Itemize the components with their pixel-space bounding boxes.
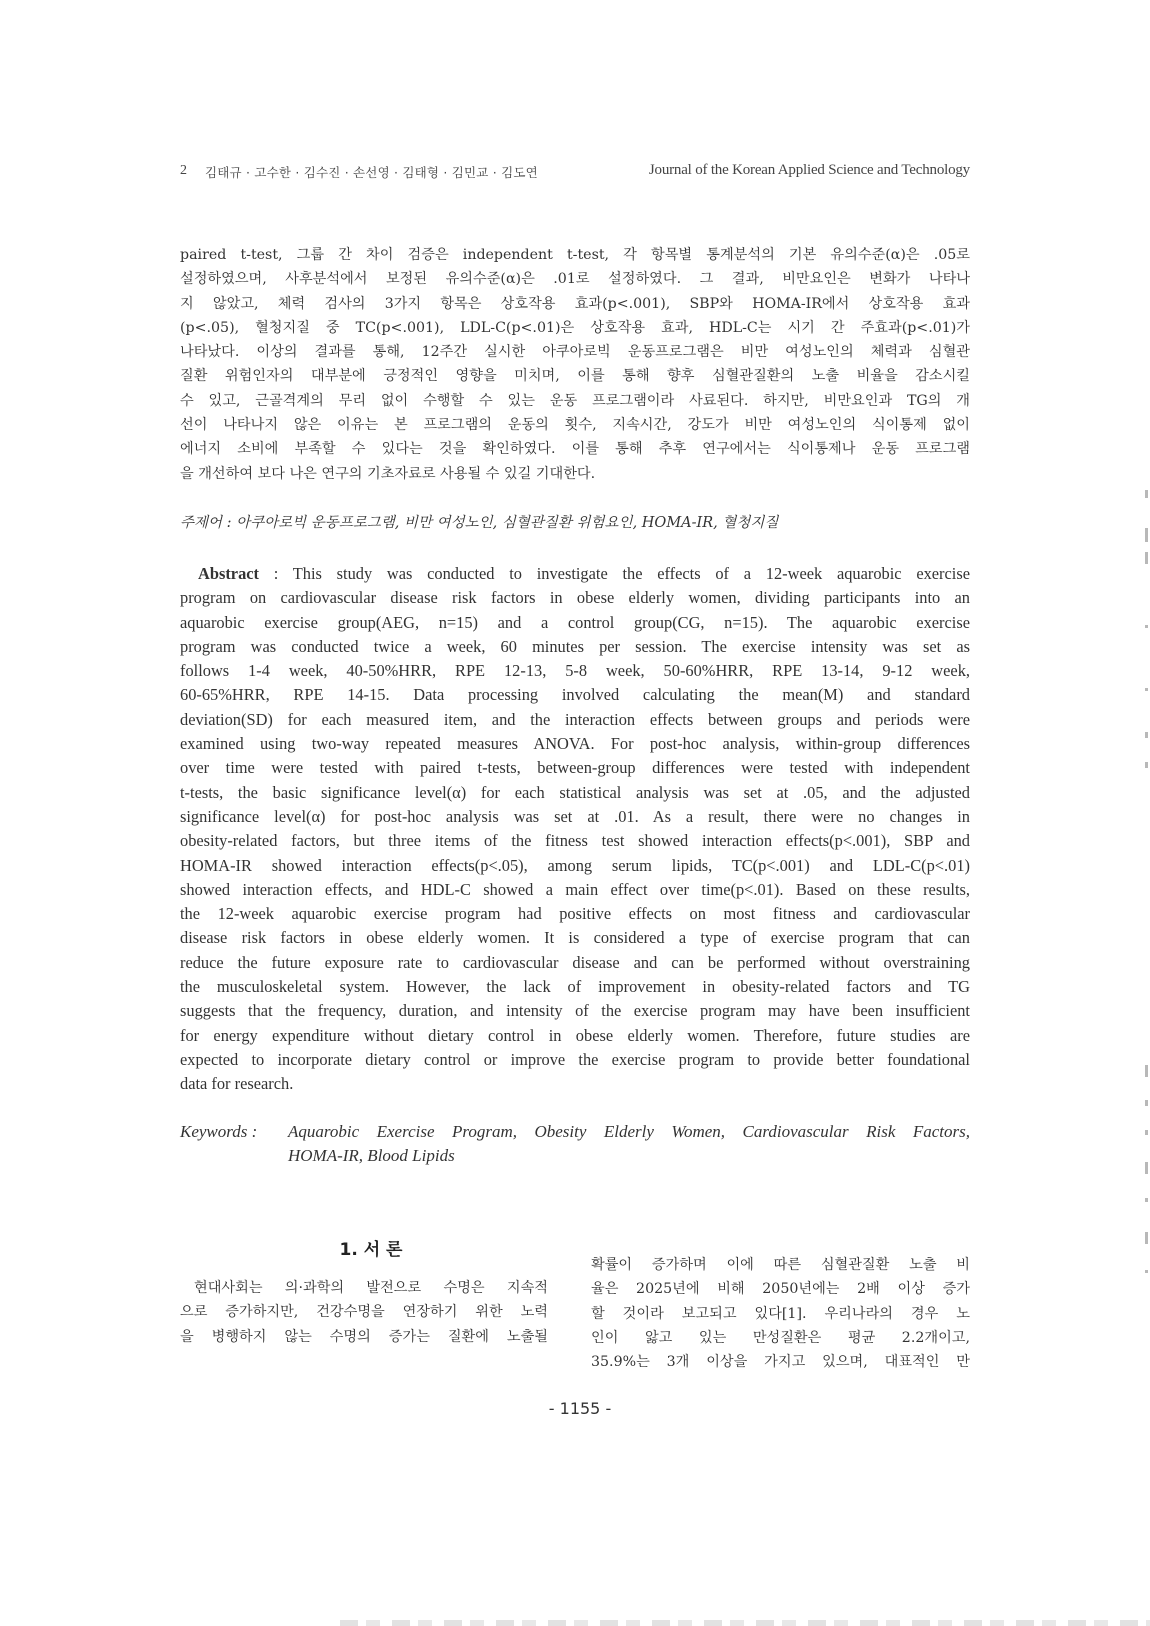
page-number-footer: - 1155 -: [548, 1399, 612, 1418]
english-keywords: [180, 1120, 970, 1168]
introduction-text-right: [591, 1253, 970, 1374]
body-line: 으로 증가하지만, 건강수명을 연장하기 위한 노력: [180, 1304, 548, 1321]
kr-abstract-line: 선이 나타나지 않은 이유는 본 프로그램의 운동의 횟수, 지속시간, 강도가 비만 여성노인의 식이통제 없이: [180, 417, 970, 434]
kr-abstract-line: 에너지 소비에 부족할 수 있다는 것을 확인하였다. 이를 통해 추후 연구에서는 식이통제나 운동 프로그램: [180, 441, 970, 458]
body-column-right: [591, 1253, 970, 1374]
scan-edge-marks: [1140, 480, 1150, 1480]
en-abstract-line: aquarobic exercise group(AEG, n=15) and a control group(CG, n=15). The aquarobic exercise: [180, 612, 970, 632]
keywords-label-spacer: [180, 1144, 288, 1168]
body-line: 율은 2025년에 비해 2050년에는 2배 이상 증가: [591, 1281, 970, 1298]
header-journal-title: Journal of the Korean Applied Science and Technology: [648, 162, 970, 178]
en-abstract-line: HOMA-IR showed interaction effects(p<.05), among serum lipids, TC(p<.001) and LDL-C(p<.01): [180, 855, 970, 875]
en-abstract-line: deviation(SD) for each measured item, and the interaction effects between groups and periods were: [180, 709, 970, 729]
kr-abstract-line: 지 않았고, 체력 검사의 3가지 항목은 상호작용 효과(p<.001), SBP와 HOMA-IR에서 상호작용 효과: [180, 295, 970, 312]
kr-abstract-line: 질환 위험인자의 대부분에 긍정적인 영향을 미치며, 이를 통해 향후 심혈관질환의 노출 비율을 감소시킬: [180, 368, 970, 385]
kr-abstract-line: 설정하였으며, 사후분석에서 보정된 유의수준(α)은 .01로 설정하였다. 그 결과, 비만요인은 변화가 나타나: [180, 271, 970, 288]
en-abstract-line: expected to incorporate dietary control or improve the exercise program to provide better foundational: [180, 1049, 970, 1069]
body-line: 35.9%는 3개 이상을 가지고 있으며, 대표적인 만: [591, 1354, 970, 1371]
abstract-label: Abstract: [198, 564, 259, 583]
kr-abstract-line: 나타났다. 이상의 결과를 통해, 12주간 실시한 아쿠아로빅 운동프로그램은 비만 여성노인의 체력과 심혈관: [180, 344, 970, 361]
en-abstract-line: obesity-related factors, but three items of the fitness test showed interaction effects(p<.001), SBP and: [180, 831, 970, 851]
section-title-introduction: 1. 서 론: [339, 1240, 403, 1260]
keywords-line-1: Aquarobic Exercise Program, Obesity Elderly Women, Cardiovascular Risk Factors,: [288, 1122, 970, 1141]
header-page-number: 2: [180, 163, 187, 178]
en-abstract-line: the musculoskeletal system. However, the lack of improvement in obesity-related factors and TG: [180, 977, 970, 997]
en-abstract-line: over time were tested with paired t-tests, between-group differences were tested with independent: [180, 758, 970, 778]
en-abstract-line: data for research.: [180, 1074, 294, 1094]
scan-bottom-bleed: [340, 1620, 1150, 1626]
keywords-label: Keywords :: [180, 1122, 258, 1141]
en-abstract-line: 60-65%HRR, RPE 14-15. Data processing involved calculating the mean(M) and standard: [180, 685, 970, 705]
en-abstract-first-line: [180, 562, 970, 586]
kr-abstract-line: (p<.05), 혈청지질 중 TC(p<.001), LDL-C(p<.01)은 상호작용 효과, HDL-C는 시기 간 주효과(p<.01)가: [180, 319, 970, 336]
en-abstract-line: significance level(α) for post-hoc analysis was set at .01. As a result, there were no changes in: [180, 806, 970, 826]
korean-keywords: 주제어 : 아쿠아로빅 운동프로그램, 비만 여성노인, 심혈관질환 위험요인, HOMA-IR, 혈청지질: [180, 515, 779, 531]
header-authors: 김태규 · 고수한 · 김수진 · 손선영 · 김태형 · 김민교 · 김도연: [205, 165, 538, 180]
korean-abstract: [180, 243, 970, 486]
body-line: 을 병행하지 않는 수명의 증가는 질환에 노출될: [180, 1328, 548, 1345]
en-abstract-line: suggests that the frequency, duration, and intensity of the exercise program may have been insufficient: [180, 1001, 970, 1021]
en-abstract-line: disease risk factors in obese elderly women. It is considered a type of exercise program that can: [180, 928, 970, 948]
en-abstract-line: program on cardiovascular disease risk factors in obese elderly women, dividing participants into an: [180, 588, 970, 608]
en-abstract-line: the 12-week aquarobic exercise program had positive effects on most fitness and cardiovascular: [180, 904, 970, 924]
abstract-separator: :: [259, 564, 293, 583]
kr-abstract-line: paired t-test, 그룹 간 차이 검증은 independent t-test, 각 항목별 통계분석의 기본 유의수준(α)은 .05로: [180, 247, 970, 263]
keywords-line-2: HOMA-IR, Blood Lipids: [288, 1146, 455, 1165]
en-abstract-line: showed interaction effects, and HDL-C showed a main effect over time(p<.01). Based on these results,: [180, 879, 970, 899]
en-abstract-line: reduce the future exposure rate to cardiovascular disease and can be performed without overstraining: [180, 952, 970, 972]
en-abstract-line: follows 1-4 week, 40-50%HRR, RPE 12-13, 5-8 week, 50-60%HRR, RPE 13-14, 9-12 week,: [180, 661, 970, 681]
en-abstract-line: t-tests, the basic significance level(α) for each statistical analysis was set at .05, and the adjusted: [180, 782, 970, 802]
body-column-left: [180, 1235, 548, 1349]
running-header: [180, 162, 970, 184]
en-abstract-line: for energy expenditure without dietary control in obese elderly women. Therefore, future studies are: [180, 1025, 970, 1045]
body-line: 확률이 증가하며 이에 따른 심혈관질환 노출 비: [591, 1257, 970, 1273]
english-abstract: [180, 562, 970, 1097]
kr-abstract-line: 수 있고, 근골격계의 무리 없이 수행할 수 있는 운동 프로그램이라 사료된다. 하지만, 비만요인과 TG의 개: [180, 392, 970, 409]
introduction-text-left: [180, 1276, 548, 1349]
en-abstract-line: examined using two-way repeated measures ANOVA. For post-hoc analysis, within-group differences: [180, 734, 970, 754]
kr-abstract-line: 을 개선하여 보다 나은 연구의 기초자료로 사용될 수 있길 기대한다.: [180, 465, 596, 482]
body-line: 인이 앓고 있는 만성질환은 평균 2.2개이고,: [591, 1329, 970, 1346]
en-abstract-line: program was conducted twice a week, 60 minutes per session. The exercise intensity was set as: [180, 636, 970, 656]
body-line: 현대사회는 의·과학의 발전으로 수명은 지속적: [194, 1280, 548, 1296]
abstract-first-line-text: This study was conducted to investigate the effects of a 12-week aquarobic exercise: [292, 564, 970, 583]
body-line: 할 것이라 보고되고 있다[1]. 우리나라의 경우 노: [591, 1305, 970, 1322]
